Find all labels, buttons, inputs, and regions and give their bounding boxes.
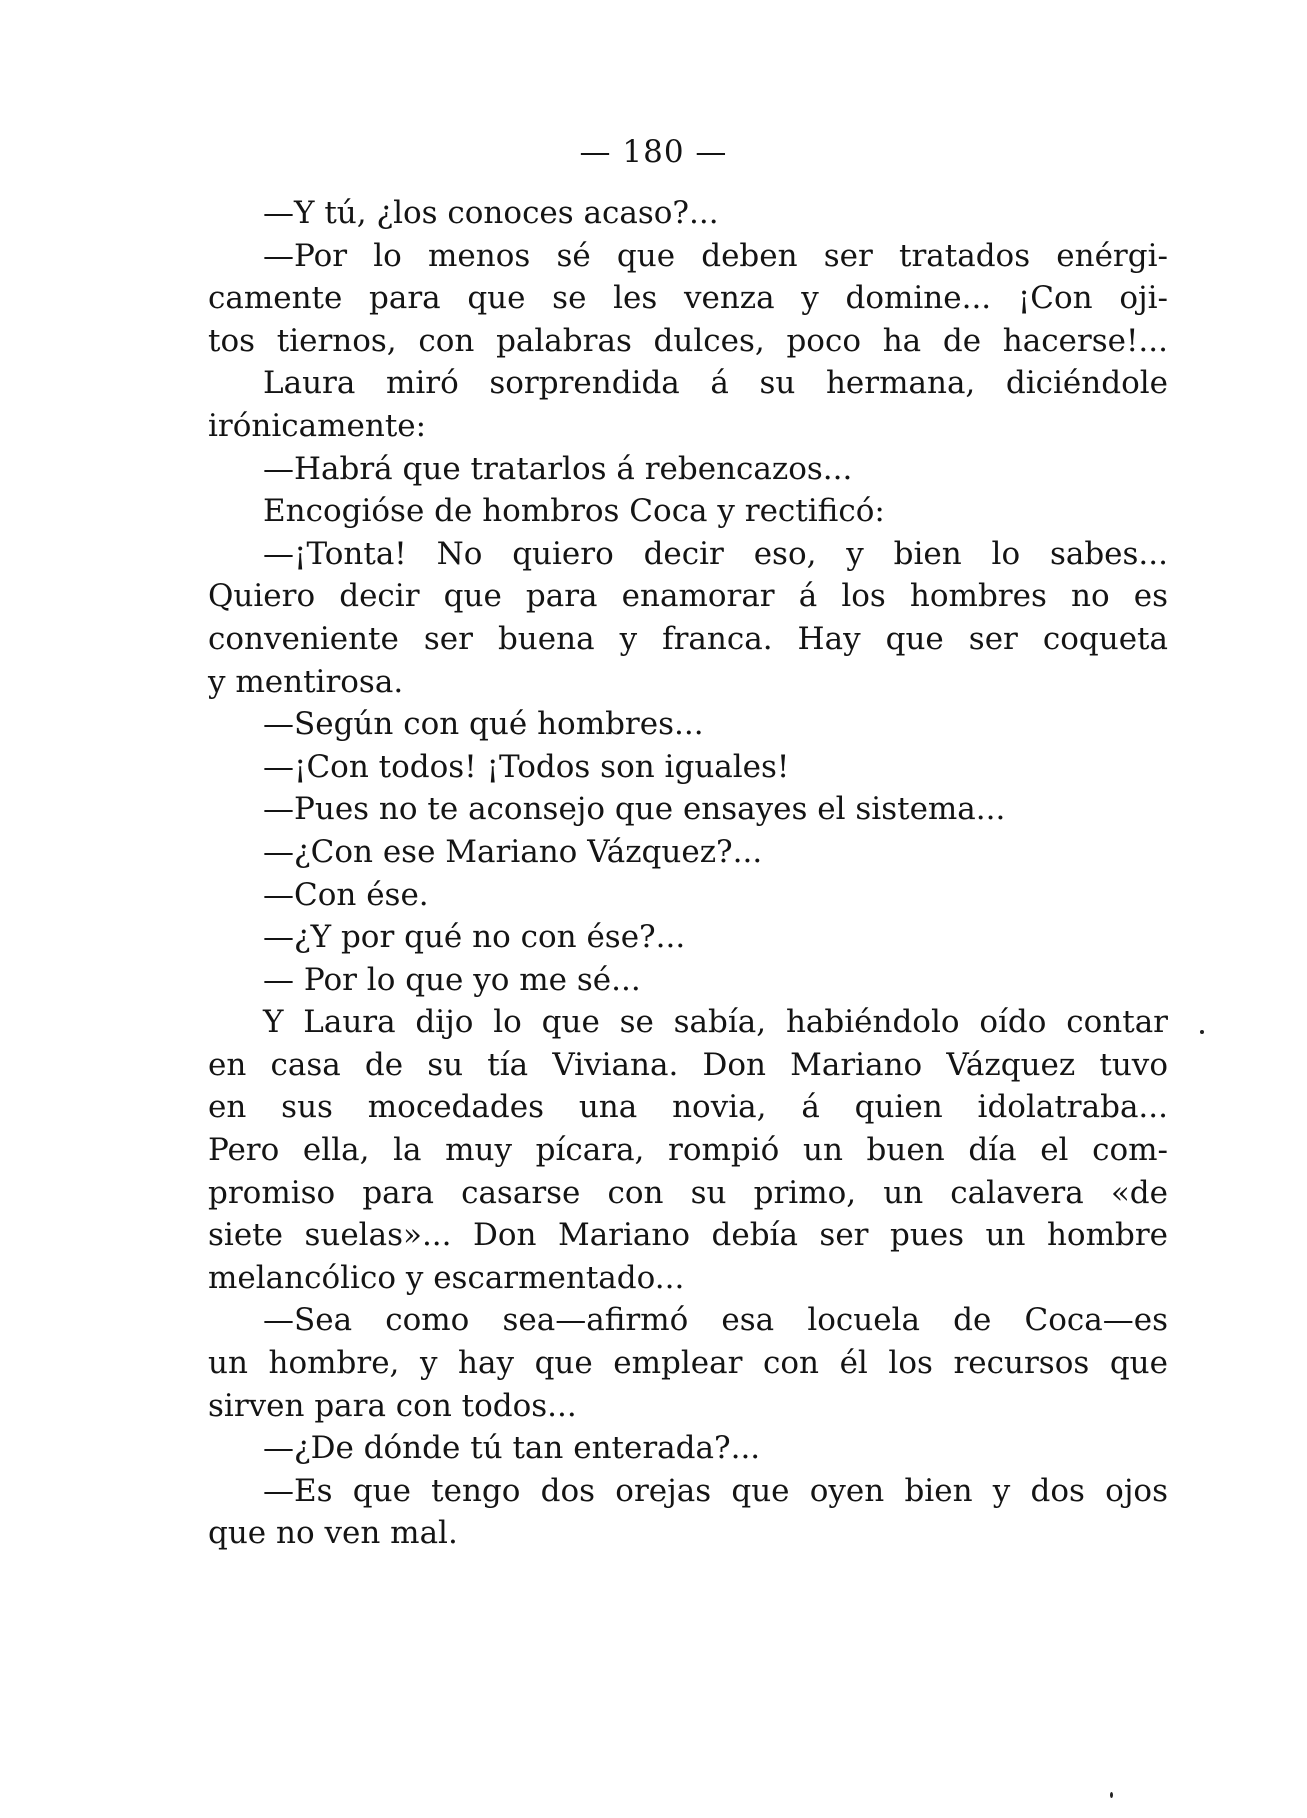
text-line: y mentirosa.	[208, 663, 404, 700]
text-line: irónicamente:	[208, 407, 427, 444]
text-line: —Es que tengo dos orejas que oyen bien y dos ojos	[263, 1472, 1168, 1509]
text-line: —Y tú, ¿los conoces acaso?...	[263, 195, 719, 231]
text-line: Encogióse de hombros Coca y rectificó:	[263, 493, 885, 530]
page-number: — 180 —	[579, 134, 728, 170]
text-line: que no ven mal.	[208, 1515, 458, 1552]
text-line: —Sea como sea—afirmó esa locuela de Coca—es	[263, 1302, 1168, 1339]
text-line: —Habrá que tratarlos á rebencazos...	[263, 450, 853, 487]
text-line: —¿Con ese Mariano Vázquez?...	[263, 833, 763, 870]
text-line: —Con ése.	[263, 876, 429, 913]
text-line: — Por lo que yo me sé...	[263, 961, 641, 998]
paper-speck	[1110, 1792, 1113, 1798]
text-line: —Pues no te aconsejo que ensayes el sistema...	[263, 791, 1006, 828]
text-line: —Por lo menos sé que deben ser tratados enérgi-	[263, 237, 1168, 274]
text-line: en casa de su tía Viviana. Don Mariano Vázquez tuvo	[208, 1046, 1168, 1083]
text-line: —¡Tonta! No quiero decir eso, y bien lo sabes...	[263, 535, 1168, 572]
text-line: Quiero decir que para enamorar á los hombres no es	[208, 578, 1168, 615]
text-line: conveniente ser buena y franca. Hay que ser coqueta	[208, 620, 1168, 657]
text-line: Pero ella, la muy pícara, rompió un buen día el com-	[208, 1132, 1168, 1169]
text-line: sirven para con todos...	[208, 1387, 577, 1424]
paper-speck	[1200, 1030, 1204, 1034]
text-line: en sus mocedades una novia, á quien idolatraba...	[208, 1089, 1168, 1126]
text-line: melancólico y escarmentado...	[208, 1259, 685, 1296]
text-line: —¡Con todos! ¡Todos son iguales!	[263, 748, 790, 785]
text-line: promiso para casarse con su primo, un calavera «de	[208, 1174, 1168, 1211]
text-line: —¿Y por qué no con ése?...	[263, 919, 686, 956]
text-line: —Según con qué hombres...	[263, 706, 704, 743]
text-line: Laura miró sorprendida á su hermana, diciéndole	[263, 365, 1168, 402]
body-text	[208, 192, 1168, 1555]
text-line: siete suelas»... Don Mariano debía ser pues un hombre	[208, 1217, 1168, 1254]
text-line: camente para que se les venza y domine... ¡Con oji-	[208, 280, 1168, 317]
text-line: un hombre, y hay que emplear con él los recursos que	[208, 1345, 1168, 1382]
text-line: tos tiernos, con palabras dulces, poco ha de hacerse!...	[208, 322, 1168, 359]
text-line: Y Laura dijo lo que se sabía, habiéndolo oído contar	[263, 1004, 1168, 1041]
text-line: —¿De dónde tú tan enterada?...	[263, 1430, 761, 1467]
